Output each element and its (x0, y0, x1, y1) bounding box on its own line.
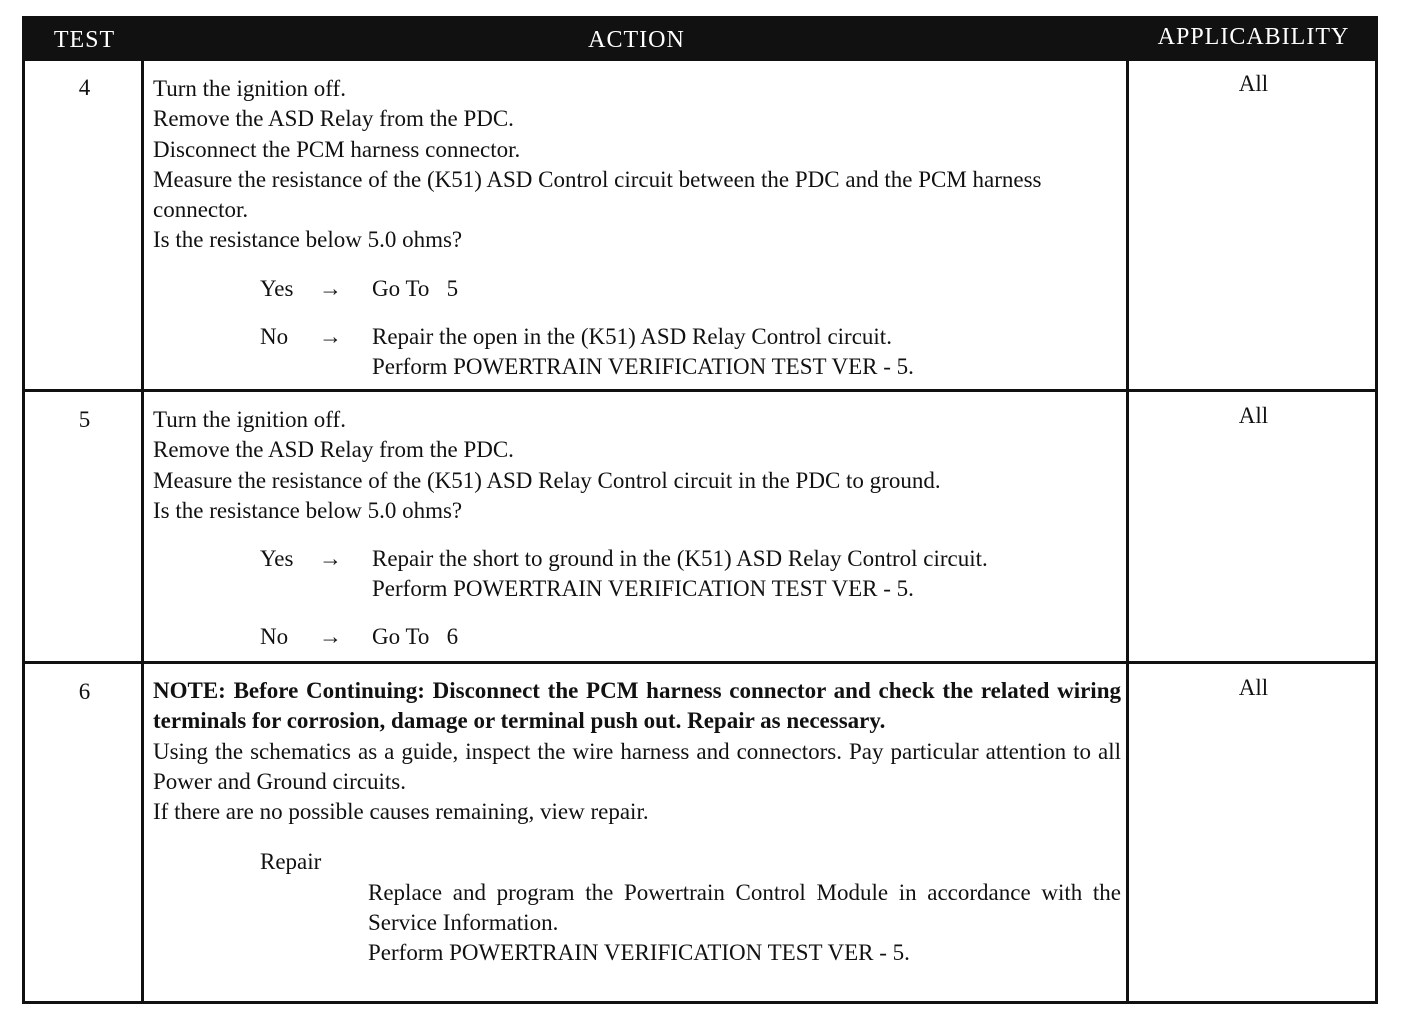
step-text: Remove the ASD Relay from the PDC. (153, 437, 514, 463)
yes-branch-continued (153, 574, 1121, 604)
step-text: Measure the resistance of the (K51) ASD Relay Control circuit in the PDC to ground. (153, 467, 941, 493)
repair-label: Repair (260, 849, 322, 875)
repair-text: Replace and program the Powertrain Control Module in accordance with the Service Information. (368, 879, 1121, 936)
action-cell (153, 676, 1121, 969)
no-label: No (260, 323, 289, 349)
arrow-right-icon: → (319, 323, 342, 349)
applicability-value: All (1238, 71, 1269, 96)
applicability-value: All (1238, 675, 1269, 700)
diagnostic-table (22, 16, 1378, 1004)
no-result-verify: Perform POWERTRAIN VERIFICATION TEST VER - 5. (372, 353, 914, 379)
action-cell (153, 405, 1121, 652)
question-text: Is the resistance below 5.0 ohms? (153, 227, 463, 253)
no-result: Repair the open in the (K51) ASD Relay Control circuit. (372, 323, 892, 349)
step-text: Disconnect the PCM harness connector. (153, 136, 521, 162)
header-applicability: APPLICABILITY (1157, 24, 1350, 50)
no-branch-continued (153, 352, 1121, 382)
arrow-right-icon: → (319, 546, 342, 572)
note-text: NOTE: Before Continuing: Disconnect the PCM harness connector and check the related wiring terminals for corrosion, damage or terminal push out. Repair as necessary. (153, 678, 1121, 734)
action-cell (153, 74, 1121, 382)
test-number: 6 (78, 679, 91, 704)
column-divider (1126, 61, 1129, 1001)
step-text: Turn the ignition off. (153, 76, 346, 101)
no-label: No (260, 624, 289, 650)
yes-label: Yes (260, 546, 294, 572)
yes-result: Repair the short to ground in the (K51) ASD Relay Control circuit. (372, 546, 988, 572)
test-number: 4 (78, 75, 91, 100)
header-action: ACTION (588, 27, 685, 53)
step-text: If there are no possible causes remaining, view repair. (153, 799, 649, 825)
test-number: 5 (78, 407, 91, 432)
no-branch (153, 622, 1121, 652)
repair-verify-text: Perform POWERTRAIN VERIFICATION TEST VER - 5. (368, 940, 910, 966)
no-result: Go To 6 (372, 624, 459, 650)
applicability-value: All (1238, 403, 1269, 428)
arrow-right-icon: → (319, 275, 342, 301)
row-divider (25, 661, 1375, 664)
question-text: Is the resistance below 5.0 ohms? (153, 497, 463, 523)
step-text: Measure the resistance of the (K51) ASD Control circuit between the PDC and the PCM harness connector. (153, 166, 1042, 223)
yes-label: Yes (260, 275, 294, 301)
step-text: Using the schematics as a guide, inspect the wire harness and connectors. Pay particular attention to all Power and Ground circuits. (153, 738, 1121, 794)
table-header (25, 19, 1375, 61)
yes-branch (153, 274, 1121, 304)
yes-result-verify: Perform POWERTRAIN VERIFICATION TEST VER - 5. (372, 576, 914, 602)
no-branch (153, 322, 1121, 352)
header-test: TEST (53, 27, 116, 53)
column-divider (141, 61, 144, 1001)
step-text: Turn the ignition off. (153, 407, 346, 432)
yes-result: Go To 5 (372, 275, 459, 301)
step-text: Remove the ASD Relay from the PDC. (153, 106, 514, 132)
row-divider (25, 389, 1375, 392)
arrow-right-icon: → (319, 624, 342, 650)
yes-branch (153, 544, 1121, 574)
